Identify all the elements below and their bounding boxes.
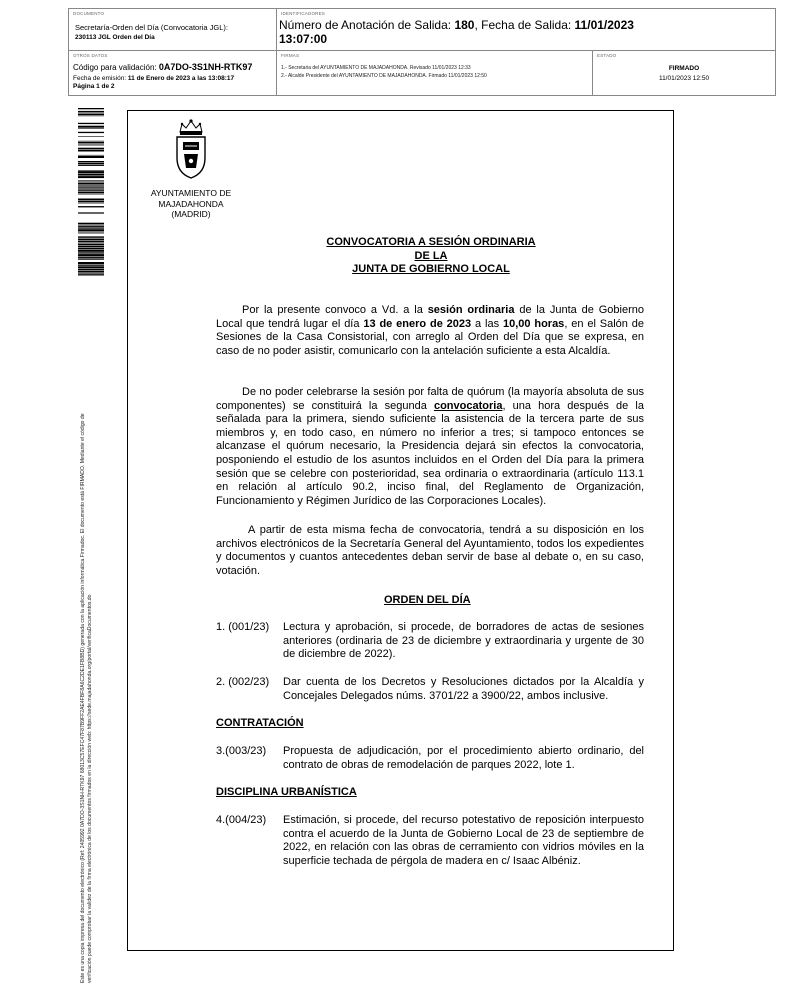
agenda-item-text: Estimación, si procede, del recurso potestativo de reposición interpuesto contra el acuerdo de la Junta de Gobierno Local de 23 de septiembre de 2022, en relación con las obras de cerramiento con vidrios móviles en la superficie techada de pérgola de madera en c/ Isaac Albéniz.	[283, 814, 644, 867]
estado-value: FIRMADO	[668, 65, 700, 72]
agenda-item-number: 1. (001/23)	[216, 621, 270, 633]
document-header-table	[68, 8, 776, 96]
documento-label: DOCUMENTO	[73, 11, 105, 16]
estado-date: 11/01/2023 12:50	[658, 75, 710, 82]
agenda-item-text: Dar cuenta de los Decretos y Resoluciones dictados por la Alcaldía y Concejales Delegados núms. 3701/22 a 3900/22, ambos inclusive.	[283, 676, 644, 702]
anotacion-number: 180	[454, 18, 475, 32]
emision-date: Fecha de emisión: 11 de Enero de 2023 a las 13:08:17	[73, 75, 235, 82]
org-line: (MADRID)	[171, 209, 211, 219]
paragraph-archivos: A partir de esta misma fecha de convocatoria, tendrá a su disposición en los archivos electrónicos de la Secretaría General del Ayuntamiento, todos los expedientes y documentos y cuantos antecedentes deban servir de base al debate o, en su caso, votación.	[216, 524, 644, 577]
estado-label: ESTADO	[597, 53, 617, 58]
otros-datos-label: OTROS DATOS	[73, 53, 108, 58]
estado-cell	[593, 51, 775, 95]
document-title	[217, 236, 645, 277]
orden-del-dia-heading: ORDEN DEL DÍA	[384, 594, 471, 606]
otros-datos-cell	[69, 51, 277, 95]
paragraph-convocatoria: Por la presente convoco a Vd. a la sesión ordinaria de la Junta de Gobierno Local que tendrá lugar el día 13 de enero de 2023 a las 10,00 horas, en el Salón de Sesiones de la Casa Consistorial, con arreglo al Orden del Día que se expresa, en caso de no poder asistir, comunicarlo con la antelación suficiente a esta Alcaldía.	[216, 304, 644, 357]
identificadores-cell	[277, 9, 775, 51]
agenda-item-text: Lectura y aprobación, si procede, de borradores de actas de sesiones anteriores (ordinaria de 23 de diciembre y extraordinaria y urgente de 30 de diciembre de 2022).	[283, 621, 644, 661]
firmas-label: FIRMAS	[281, 53, 300, 58]
organization-name	[140, 188, 242, 220]
firmas-cell	[277, 51, 593, 95]
agenda-item-number: 3.(003/23)	[216, 745, 267, 757]
agenda-item-number: 4.(004/23)	[216, 814, 267, 826]
title-line: DE LA	[414, 249, 448, 262]
title-line: JUNTA DE GOBIERNO LOCAL	[352, 263, 510, 275]
verification-side-text	[80, 303, 94, 983]
page-info: Página 1 de 2	[73, 83, 115, 90]
agenda-item-number: 2. (002/23)	[216, 676, 270, 688]
coat-of-arms-icon	[172, 118, 210, 180]
side-text-line: Este es una copia impresa del documento electrónico (Ref: 2405992 0A7DO-3S1NH-RTK97 68013C57EFC47F87B9FF2AE4FBF8A6C2DE1FB8BD) generada con la aplicación informática Firmadoc. El documento está FIRMADO. Mediante el código de	[80, 413, 86, 983]
documento-cell	[69, 9, 277, 51]
side-text-line: verificación puede comprobar la validez de la firma electrónica de los documentos firmados en la dirección web: https://sede.majadahonda.org/portal/verificaDocumentos.do	[87, 594, 93, 983]
org-line: MAJADAHONDA	[158, 198, 224, 209]
disciplina-urbanistica-heading: DISCIPLINA URBANÍSTICA	[216, 786, 357, 798]
documento-name: Secretaría-Orden del Día (Convocatoria JGL):	[75, 23, 228, 32]
contratacion-heading: CONTRATACIÓN	[216, 717, 304, 729]
documento-subname: 230113 JGL Orden del Día	[75, 34, 155, 41]
barcode-icon	[78, 108, 104, 276]
identificadores-label: IDENTIFICADORES	[281, 11, 326, 16]
salida-date: 11/01/2023	[574, 18, 634, 32]
title-line: CONVOCATORIA A SESIÓN ORDINARIA	[326, 236, 536, 248]
firma-item: 1.- Secretaria del AYUNTAMIENTO DE MAJADAHONDA. Revisado 11/01/2023 12:33	[281, 65, 471, 71]
org-line: AYUNTAMIENTO DE	[150, 188, 232, 198]
firma-item: 2.- Alcalde Presidente del AYUNTAMIENTO DE MAJADAHONDA. Firmado 11/01/2023 12:50	[281, 73, 487, 79]
validation-code: Código para validación: 0A7DO-3S1NH-RTK97	[73, 62, 253, 72]
salida-time: 13:07:00	[279, 32, 328, 46]
paragraph-quorum: De no poder celebrarse la sesión por falta de quórum (la mayoría absoluta de sus componentes) se constituirá la segunda convocatoria, una hora después de la señalada para la primera, siendo suficiente la asistencia de la tercera parte de sus miembros y, en todo caso, en número no inferior a tres; si tampoco entonces se alcanzase el quórum necesario, la Presidencia dejará sin efectos la convocatoria, posponiendo el estudio de los asuntos incluidos en el Orden del Día para la primera sesión que se celebre con posterioridad, sea ordinaria o extraordinaria (artículo 113.1 en relación al artículo 90.2, inciso final, del Reglamento de Organización, Funcionamiento y Régimen Jurídico de las Corporaciones Locales).	[216, 386, 644, 507]
agenda-item-text: Propuesta de adjudicación, por el procedimiento abierto ordinario, del contrato de obras de remodelación de parques 2022, lote 1.	[283, 745, 644, 771]
anotacion-salida: Número de Anotación de Salida: 180, Fecha de Salida: 11/01/2023 13:07:00	[279, 18, 634, 46]
